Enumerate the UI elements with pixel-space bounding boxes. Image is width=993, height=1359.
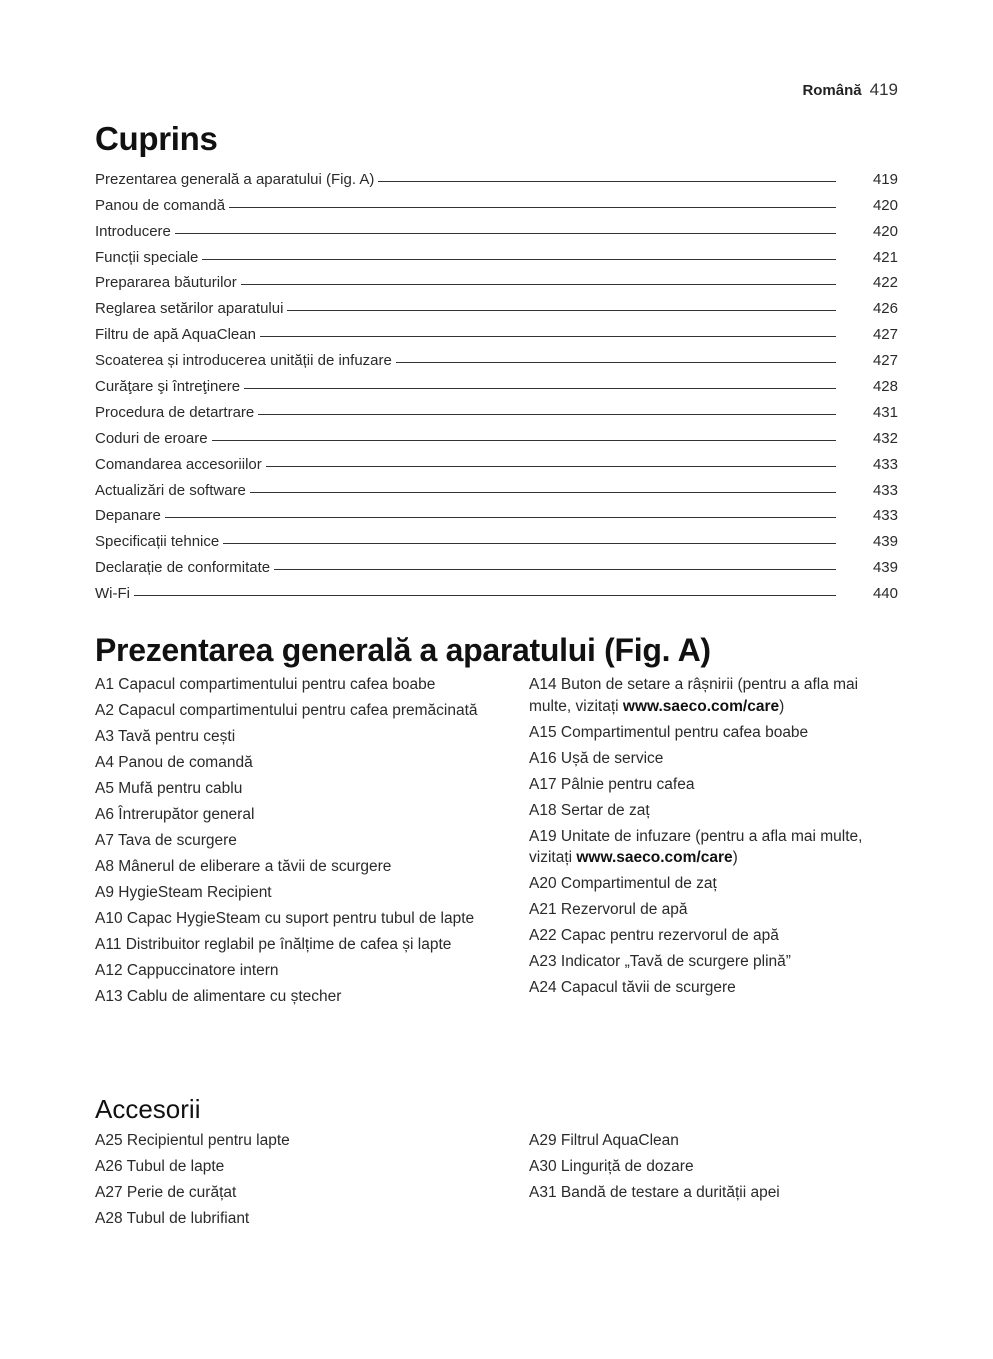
- toc-leader-line: [175, 232, 836, 234]
- toc-entry[interactable]: [95, 291, 898, 317]
- toc-entry-page: 440: [872, 585, 898, 603]
- toc-entry-page: 439: [872, 533, 898, 551]
- part-item-text: A15 Compartimentul pentru cafea boabe: [529, 723, 809, 741]
- part-item-text: A4 Panou de comandă: [95, 754, 253, 771]
- toc-leader-line: [266, 465, 836, 467]
- accessory-item-text: A30 Linguriță de dozare: [529, 1158, 694, 1175]
- toc-leader-line: [260, 335, 836, 337]
- part-item: [529, 674, 898, 717]
- toc-leader-line: [244, 387, 836, 389]
- part-item-text: A3 Tavă pentru cești: [95, 728, 236, 745]
- accessory-item-text: A31 Bandă de testare a durității apei: [529, 1184, 780, 1201]
- toc-entry[interactable]: [95, 369, 898, 395]
- accessories-list: [95, 1130, 898, 1234]
- part-item: [529, 977, 898, 999]
- accessory-item: [95, 1130, 529, 1152]
- toc-entry-label: Funcții speciale: [95, 248, 199, 266]
- accessory-item-text: A27 Perie de curățat: [95, 1184, 237, 1201]
- toc-entry-page: 428: [872, 378, 898, 396]
- part-item-text: A17 Pâlnie pentru cafea: [529, 775, 695, 793]
- part-item-text: A7 Tava de scurgere: [95, 832, 237, 849]
- toc-entry[interactable]: [95, 214, 898, 240]
- part-item-text: A24 Capacul tăvii de scurgere: [529, 979, 736, 996]
- toc-leader-line: [212, 439, 836, 441]
- toc-entry-page: 421: [872, 248, 898, 266]
- part-item: [529, 800, 898, 822]
- overview-left-column: [95, 674, 529, 1012]
- part-item: [95, 882, 529, 904]
- toc-entry[interactable]: [95, 473, 898, 499]
- accessory-item: [95, 1182, 529, 1204]
- part-item-text: A6 Întrerupător general: [95, 806, 255, 823]
- website-link[interactable]: www.saeco.com/care: [622, 697, 780, 715]
- toc-entry-label: Panou de comandă: [95, 196, 226, 214]
- toc-entry[interactable]: [95, 162, 898, 188]
- part-item: [95, 752, 529, 774]
- toc-entry-label: Reglarea setărilor aparatului: [95, 300, 284, 318]
- part-item-text: A19 Unitate de infuzare (pentru a afla mai multe, vizitați: [529, 827, 863, 866]
- toc-leader-line: [229, 206, 836, 208]
- toc-entry[interactable]: [95, 421, 898, 447]
- part-item-text: A16 Ușă de service: [529, 749, 664, 767]
- accessories-left-column: [95, 1130, 529, 1234]
- part-item-text: A18 Sertar de zaț: [529, 801, 650, 819]
- part-item-text: A11 Distribuitor reglabil pe înălțime de cafea și lapte: [95, 936, 452, 953]
- toc-entry-label: Filtru de apă AquaClean: [95, 326, 256, 344]
- part-item: [529, 899, 898, 921]
- accessory-item-text: A29 Filtrul AquaClean: [529, 1132, 679, 1149]
- toc-entry-page: 433: [872, 455, 898, 473]
- part-item: [95, 934, 529, 956]
- toc-entry[interactable]: [95, 343, 898, 369]
- toc-leader-line: [396, 361, 836, 363]
- part-item: [95, 700, 529, 722]
- toc-entry-label: Depanare: [95, 507, 161, 525]
- toc-entry[interactable]: [95, 499, 898, 525]
- toc-entry-label: Prezentarea generală a aparatului (Fig. A): [95, 170, 375, 188]
- part-item: [95, 726, 529, 748]
- toc-entry-page: 419: [872, 170, 898, 188]
- toc-entry-label: Procedura de detartrare: [95, 403, 255, 421]
- accessory-item-text: A25 Recipientul pentru lapte: [95, 1132, 290, 1149]
- toc-entry-page: 427: [872, 326, 898, 344]
- toc-entry-label: Prepararea băuturilor: [95, 274, 237, 292]
- page-header: [802, 80, 898, 100]
- toc-leader-line: [241, 283, 836, 285]
- toc-leader-line: [223, 542, 836, 544]
- toc-entry[interactable]: [95, 576, 898, 602]
- part-item-text: A2 Capacul compartimentului pentru cafea premăcinată: [95, 702, 478, 719]
- toc-entry-page: 420: [872, 196, 898, 214]
- toc-entry[interactable]: [95, 524, 898, 550]
- toc-entry-label: Comandarea accesoriilor: [95, 455, 262, 473]
- part-item: [95, 908, 529, 930]
- part-item: [529, 748, 898, 770]
- part-item-text: A8 Mânerul de eliberare a tăvii de scurgere: [95, 858, 392, 875]
- toc-entry-page: 433: [872, 507, 898, 525]
- toc-entry-page: 432: [872, 429, 898, 447]
- part-item: [529, 722, 898, 744]
- header-page-number: 419: [869, 80, 898, 99]
- website-link[interactable]: www.saeco.com/care: [576, 849, 733, 866]
- part-item: [529, 951, 898, 973]
- part-item-text: A12 Cappuccinatore intern: [95, 962, 279, 979]
- part-item-suffix: ): [779, 697, 785, 715]
- part-item-text: A21 Rezervorul de apă: [529, 901, 688, 918]
- toc-entry-label: Actualizări de software: [95, 481, 246, 499]
- accessories-title: Accesorii: [95, 1094, 201, 1124]
- accessory-item: [95, 1156, 529, 1178]
- overview-parts: [95, 674, 898, 1012]
- toc-entry[interactable]: [95, 240, 898, 266]
- part-item: [529, 774, 898, 796]
- accessory-item-text: A28 Tubul de lubrifiant: [95, 1210, 250, 1227]
- part-item-text: A9 HygieSteam Recipient: [95, 884, 272, 901]
- overview-title: Prezentarea generală a aparatului (Fig. A): [95, 632, 711, 668]
- toc-entry-label: Introducere: [95, 222, 171, 240]
- part-item-text: A23 Indicator „Tavă de scurgere plină”: [529, 953, 791, 970]
- toc-leader-line: [287, 309, 836, 311]
- part-item-text: A5 Mufă pentru cablu: [95, 780, 243, 797]
- part-item-text: A10 Capac HygieSteam cu suport pentru tubul de lapte: [95, 910, 475, 927]
- toc-entry[interactable]: [95, 266, 898, 292]
- toc-entry-page: 439: [872, 559, 898, 577]
- toc-entry-label: Wi-Fi: [95, 585, 130, 603]
- accessories-right-column: [529, 1130, 898, 1234]
- toc-leader-line: [258, 413, 836, 415]
- toc-leader-line: [134, 594, 836, 596]
- part-item: [95, 960, 529, 982]
- accessory-item: [529, 1182, 898, 1204]
- toc-entry-page: 431: [872, 403, 898, 421]
- part-item: [95, 778, 529, 800]
- accessory-item: [95, 1208, 529, 1230]
- part-item-text: A1 Capacul compartimentului pentru cafea boabe: [95, 676, 436, 693]
- part-item-text: A22 Capac pentru rezervorul de apă: [529, 927, 779, 944]
- toc-entry-page: 422: [872, 274, 898, 292]
- toc-leader-line: [250, 491, 836, 493]
- part-item: [529, 826, 898, 869]
- part-item-suffix: ): [732, 849, 738, 866]
- toc-leader-line: [202, 258, 836, 260]
- toc-entry[interactable]: [95, 550, 898, 576]
- part-item: [95, 830, 529, 852]
- overview-right-column: [529, 674, 898, 1012]
- part-item-text: A13 Cablu de alimentare cu ștecher: [95, 988, 342, 1005]
- accessory-item: [529, 1156, 898, 1178]
- toc-entry[interactable]: [95, 188, 898, 214]
- part-item: [95, 804, 529, 826]
- part-item: [95, 986, 529, 1008]
- toc-entry[interactable]: [95, 447, 898, 473]
- toc-entry-page: 420: [872, 222, 898, 240]
- toc-title: Cuprins: [95, 120, 218, 157]
- part-item: [95, 674, 529, 696]
- toc-entry-label: Coduri de eroare: [95, 429, 208, 447]
- part-item: [95, 856, 529, 878]
- toc-entry-page: 433: [872, 481, 898, 499]
- toc-entry-page: 426: [872, 300, 898, 318]
- toc-entry-label: Declarație de conformitate: [95, 559, 271, 577]
- toc-entry[interactable]: [95, 317, 898, 343]
- toc-leader-line: [274, 568, 836, 570]
- part-item-text: A14 Buton de setare a râșnirii (pentru a afla mai multe, vizitați: [529, 676, 859, 715]
- part-item-text: A20 Compartimentul de zaț: [529, 875, 717, 892]
- toc-entry-page: 427: [872, 352, 898, 370]
- toc-entry-label: Scoaterea și introducerea unității de infuzare: [95, 352, 392, 370]
- part-item: [529, 873, 898, 895]
- part-item: [529, 925, 898, 947]
- header-language: Română: [802, 82, 862, 99]
- toc-leader-line: [165, 516, 836, 518]
- toc-leader-line: [378, 180, 836, 182]
- toc-entry-label: Curăţare şi întreţinere: [95, 378, 241, 396]
- table-of-contents: [95, 162, 898, 602]
- accessory-item: [529, 1130, 898, 1152]
- toc-entry-label: Specificații tehnice: [95, 533, 220, 551]
- accessory-item-text: A26 Tubul de lapte: [95, 1158, 225, 1175]
- toc-entry[interactable]: [95, 395, 898, 421]
